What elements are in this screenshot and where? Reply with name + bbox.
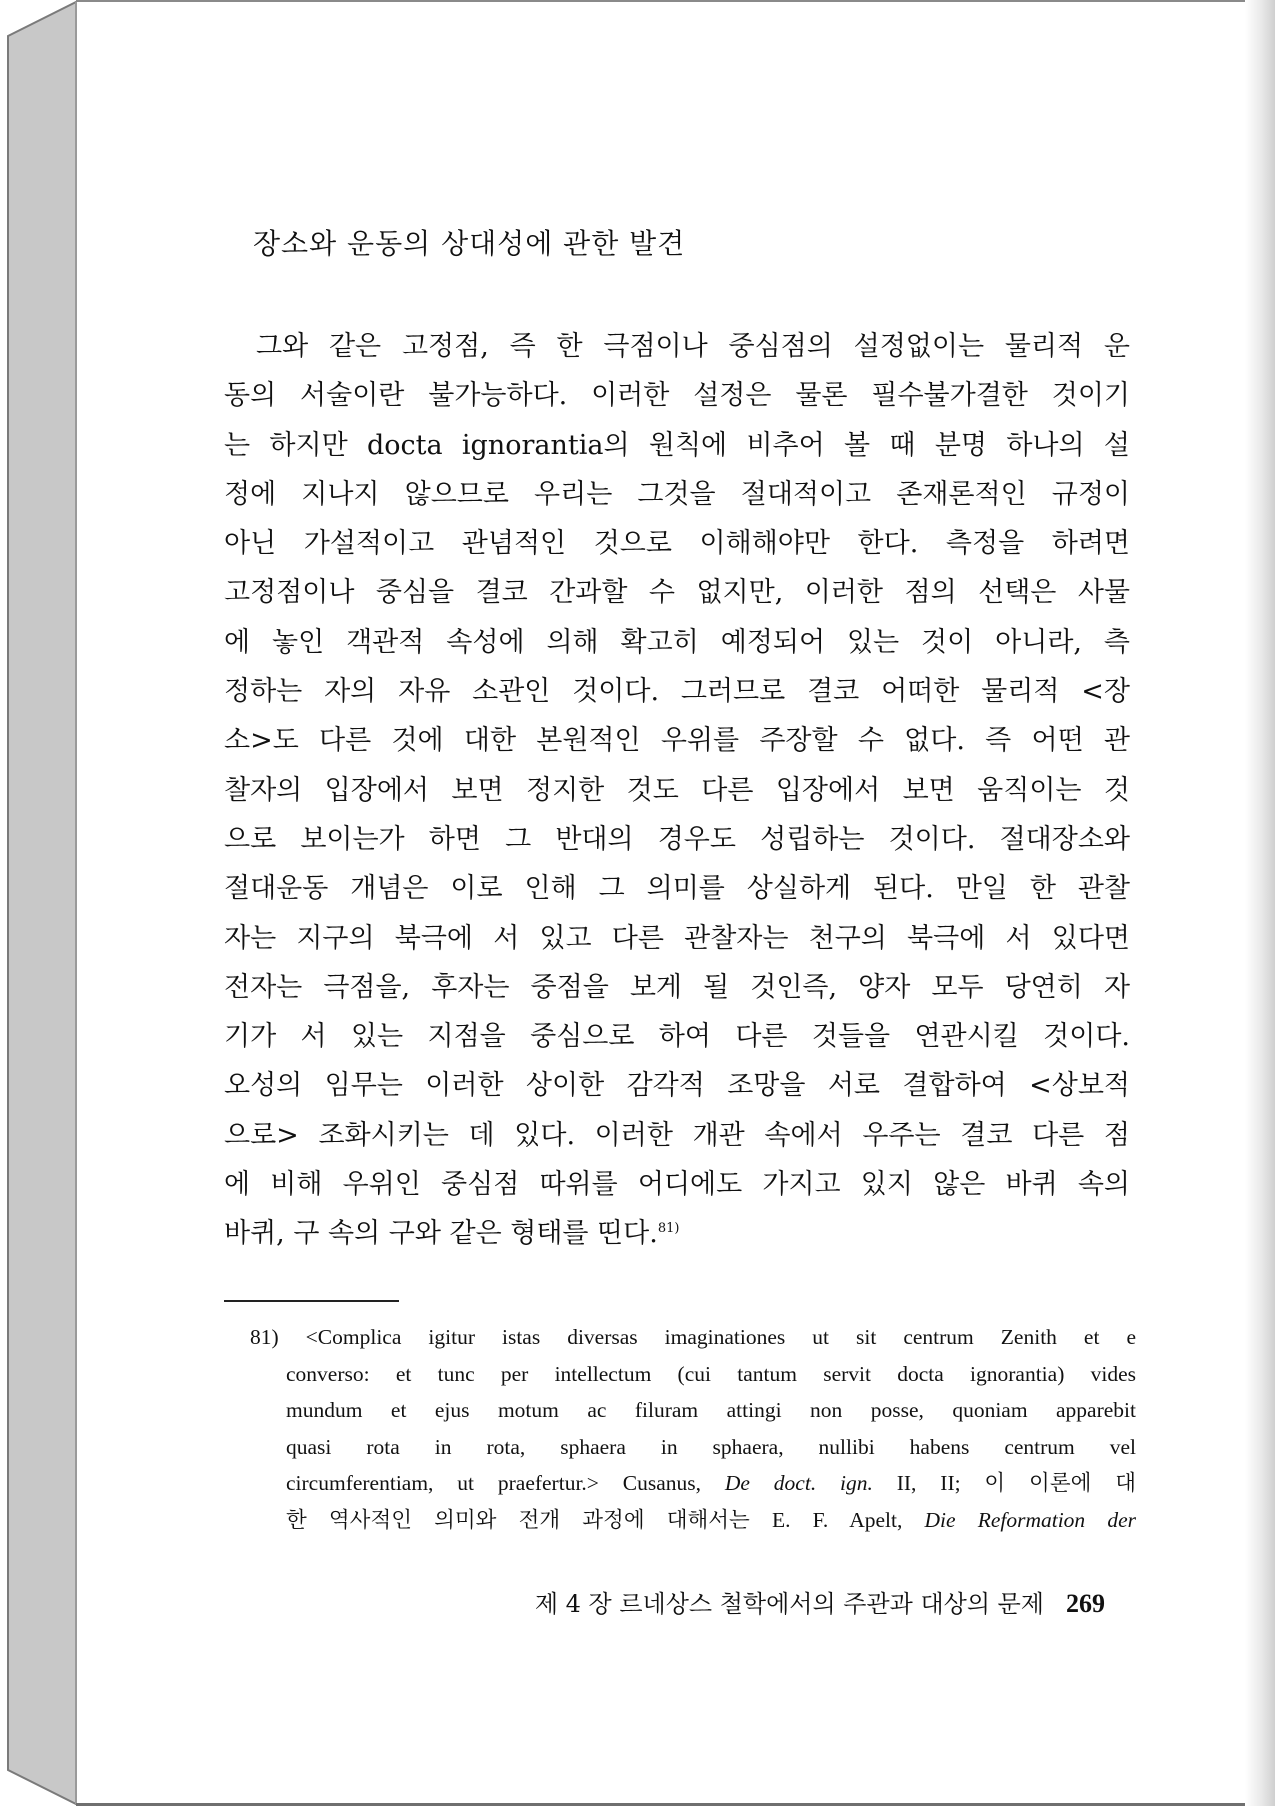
footnote-text: II, II; 이 이론에 대 (872, 1471, 1136, 1495)
body-line: 동의 서술이란 불가능하다. 이러한 설정은 물론 필수불가결한 것이기 (224, 380, 1130, 412)
chapter-title: 제 4 장 르네상스 철학에서의 주관과 대상의 문제 (534, 1590, 1044, 1618)
book-spine (0, 0, 78, 1806)
body-line: 으로 보이는가 하면 그 반대의 경우도 성립하는 것이다. 절대장소와 (224, 823, 1130, 855)
running-footer (535, 1584, 1105, 1619)
footnote-line (262, 1502, 1136, 1539)
footnote-title-italic: De doct. ign. (724, 1471, 873, 1495)
body-line: 정에 지나지 않으므로 우리는 그것을 절대적이고 존재론적인 규정이 (224, 478, 1130, 510)
body-line: 소>도 다른 것에 대한 본원적인 우위를 주장할 수 없다. 즉 어떤 관 (224, 725, 1130, 757)
footnote-line: quasi rota in rota, sphaera in sphaera, nullibi habens centrum vel (286, 1434, 1136, 1459)
body-line: 는 하지만 docta ignorantia의 원칙에 비추어 볼 때 분명 하나의 설 (224, 429, 1130, 461)
body-line: 기가 서 있는 지점을 중심으로 하여 다른 것들을 연관시킬 것이다. (224, 1021, 1130, 1053)
body-line: 아닌 가설적이고 관념적인 것으로 이해해야만 한다. 측정을 하려면 (224, 528, 1130, 560)
body-line: 찰자의 입장에서 보면 정지한 것도 다른 입장에서 보면 움직이는 것 (224, 774, 1130, 806)
body-line: 고정점이나 중심을 결코 간과할 수 없지만, 이러한 점의 선택은 사물 (224, 577, 1130, 609)
footnote-reference: 81) (657, 1221, 680, 1237)
body-line: 오성의 임무는 이러한 상이한 감각적 조망을 서로 결합하여 <상보적 (224, 1070, 1130, 1102)
body-line: 절대운동 개념은 이로 인해 그 의미를 상실하게 된다. 만일 한 관찰 (224, 873, 1130, 905)
footnote-line (262, 1465, 1136, 1502)
body-last-line-text: 바퀴, 구 속의 구와 같은 형태를 띤다. (224, 1218, 658, 1250)
footnote-text: circumferentiam, ut praefertur.> Cusanus, (286, 1471, 725, 1495)
footnote-title-italic: Die Reformation der (924, 1507, 1136, 1532)
body-line: 그와 같은 고정점, 즉 한 극점이나 중심점의 설정없이는 물리적 운 (256, 331, 1130, 362)
footnote-line: converso: et tunc per intellectum (cui tantum servit docta ignorantia) vides (286, 1361, 1136, 1386)
footnote-81 (250, 1319, 1136, 1538)
body-line: 자는 지구의 북극에 서 있고 다른 관찰자는 천구의 북극에 서 있다면 (224, 922, 1130, 954)
page-top-edge (76, 0, 1275, 2)
footnote-line: mundum et ejus motum ac filuram attingi non posse, quoniam apparebit (286, 1398, 1136, 1422)
body-line: 정하는 자의 자유 소관인 것이다. 그러므로 결코 어떠한 물리적 <장 (224, 676, 1130, 708)
footnote-line: 81) <Complica igitur istas diversas imaginationes ut sit centrum Zenith et e (250, 1325, 1136, 1349)
body-paragraph (224, 322, 1130, 1259)
section-heading: 장소와 운동의 상대성에 관한 발견 (253, 227, 686, 260)
body-line: 에 놓인 객관적 속성에 의해 확고히 예정되어 있는 것이 아니라, 측 (224, 626, 1130, 658)
body-line: 으로> 조화시키는 데 있다. 이러한 개관 속에서 우주는 결코 다른 점 (224, 1119, 1130, 1151)
body-last-line (224, 1209, 1130, 1258)
page-right-edge-shadow (1245, 0, 1275, 1806)
body-line: 에 비해 우위인 중심점 따위를 어디에도 가지고 있지 않은 바퀴 속의 (224, 1169, 1130, 1201)
footnote-separator (224, 1300, 399, 1302)
page-number: 269 (1066, 1589, 1105, 1618)
footnote-text: 한 역사적인 의미와 전개 과정에 대해서는 E. F. Apelt, (286, 1507, 925, 1532)
body-line: 전자는 극점을, 후자는 중점을 보게 될 것인즉, 양자 모두 당연히 자 (224, 971, 1130, 1003)
